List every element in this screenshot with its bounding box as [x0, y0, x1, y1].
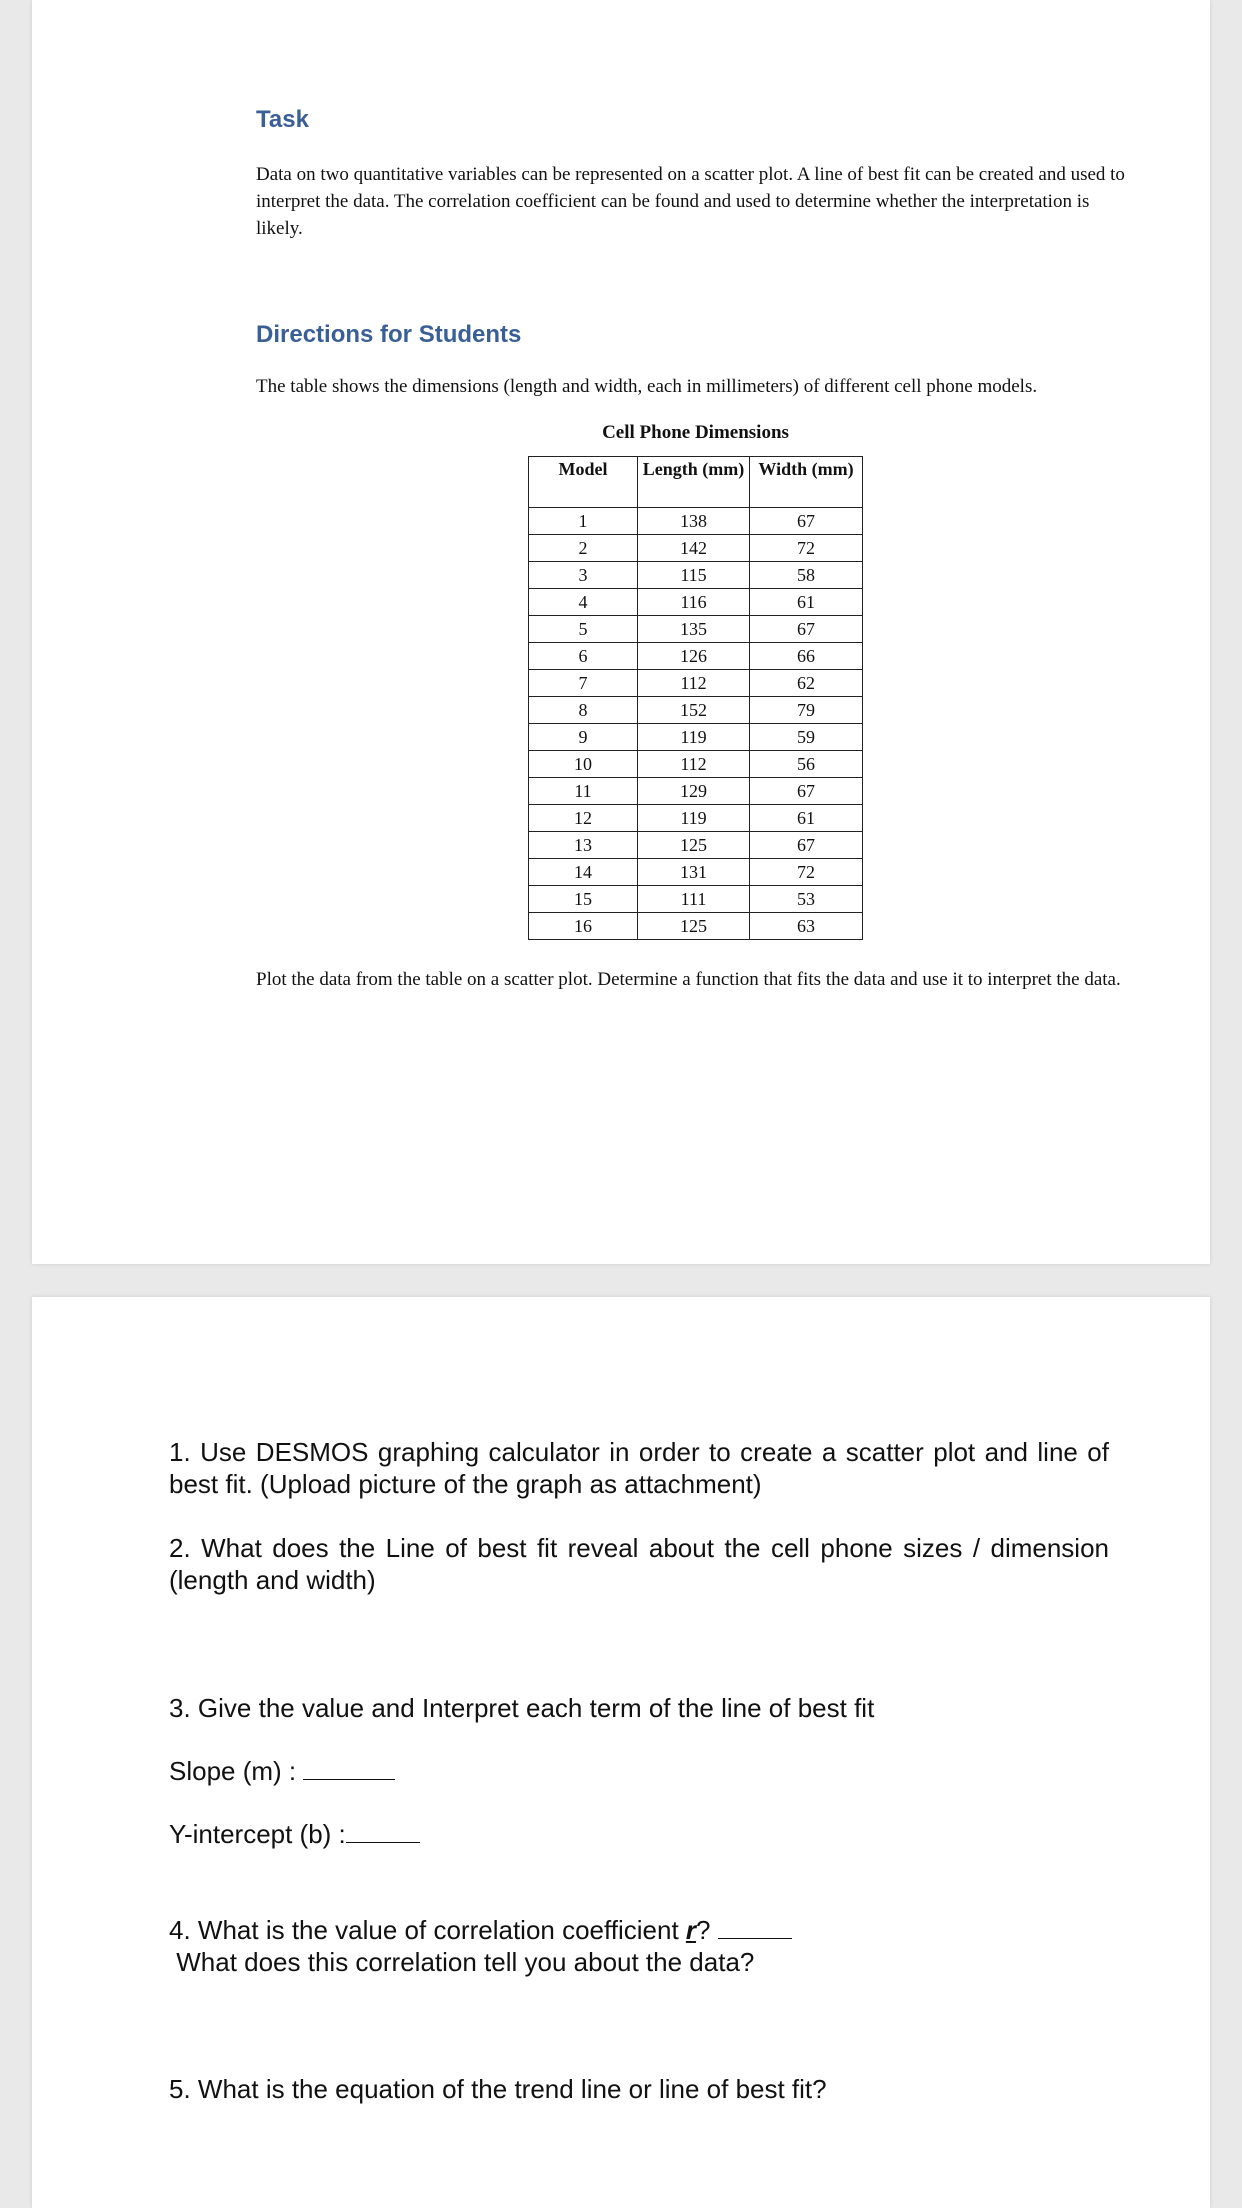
question-1: 1. Use DESMOS graphing calculator in order to create a scatter plot and line of best fit. (Upload picture of the graph as attachment) — [169, 1437, 1109, 1499]
cell-length: 115 — [638, 562, 750, 589]
cell-width: 72 — [750, 535, 863, 562]
intercept-line — [169, 1818, 1109, 1850]
table-row — [529, 670, 863, 697]
table-row — [529, 886, 863, 913]
question-4-followup: What does this correlation tell you about the data? — [176, 1947, 755, 1977]
slope-label: Slope (m) : — [169, 1756, 297, 1786]
correlation-answer-blank[interactable] — [718, 1914, 792, 1939]
cell-model: 11 — [529, 778, 638, 805]
table-header-row — [529, 457, 863, 508]
worksheet-page-2 — [32, 1297, 1210, 2208]
cell-model: 6 — [529, 643, 638, 670]
cell-length: 112 — [638, 751, 750, 778]
cell-model: 15 — [529, 886, 638, 913]
cell-length: 119 — [638, 805, 750, 832]
cell-width: 56 — [750, 751, 863, 778]
cell-length: 142 — [638, 535, 750, 562]
table-row — [529, 724, 863, 751]
cell-width: 72 — [750, 859, 863, 886]
cell-length: 129 — [638, 778, 750, 805]
slope-answer-blank[interactable] — [303, 1755, 395, 1780]
table-row — [529, 535, 863, 562]
cell-width: 61 — [750, 805, 863, 832]
cell-model: 14 — [529, 859, 638, 886]
cell-length: 152 — [638, 697, 750, 724]
cell-length: 125 — [638, 832, 750, 859]
cell-width: 67 — [750, 616, 863, 643]
cell-phone-dimensions-table — [528, 456, 863, 940]
task-heading: Task — [256, 106, 309, 133]
cell-model: 2 — [529, 535, 638, 562]
cell-length: 126 — [638, 643, 750, 670]
cell-length: 138 — [638, 508, 750, 535]
intercept-label: Y-intercept (b) : — [169, 1819, 346, 1849]
cell-model: 9 — [529, 724, 638, 751]
column-header-length: Length (mm) — [638, 457, 750, 508]
question-4 — [169, 1914, 1109, 1978]
cell-width: 67 — [750, 778, 863, 805]
table-row — [529, 643, 863, 670]
cell-width: 63 — [750, 913, 863, 940]
cell-width: 66 — [750, 643, 863, 670]
table-row — [529, 562, 863, 589]
question-4-mark: ? — [696, 1915, 711, 1945]
question-2: 2. What does the Line of best fit reveal about the cell phone sizes / dimension (length and width) — [169, 1533, 1109, 1595]
cell-width: 67 — [750, 832, 863, 859]
column-header-width: Width (mm) — [750, 457, 863, 508]
cell-width: 59 — [750, 724, 863, 751]
table-row — [529, 616, 863, 643]
table-title: Cell Phone Dimensions — [602, 422, 789, 443]
cell-length: 135 — [638, 616, 750, 643]
cell-model: 16 — [529, 913, 638, 940]
question-3: 3. Give the value and Interpret each term of the line of best fit — [169, 1693, 875, 1723]
cell-model: 5 — [529, 616, 638, 643]
cell-model: 12 — [529, 805, 638, 832]
correlation-r-symbol: r — [685, 1915, 697, 1945]
cell-width: 62 — [750, 670, 863, 697]
table-row — [529, 805, 863, 832]
cell-length: 119 — [638, 724, 750, 751]
table-row — [529, 913, 863, 940]
cell-width: 61 — [750, 589, 863, 616]
slope-line — [169, 1755, 1109, 1787]
cell-width: 79 — [750, 697, 863, 724]
cell-model: 13 — [529, 832, 638, 859]
task-paragraph: Data on two quantitative variables can be represented on a scatter plot. A line of best fit can be created and used to interpret the data. The correlation coefficient can be found and used to determine whether the interpretation is likely. — [256, 164, 1125, 239]
cell-length: 131 — [638, 859, 750, 886]
cell-model: 1 — [529, 508, 638, 535]
cell-model: 4 — [529, 589, 638, 616]
table-row — [529, 832, 863, 859]
cell-width: 67 — [750, 508, 863, 535]
cell-model: 3 — [529, 562, 638, 589]
table-row — [529, 778, 863, 805]
cell-length: 116 — [638, 589, 750, 616]
cell-model: 10 — [529, 751, 638, 778]
plot-instructions: Plot the data from the table on a scatter plot. Determine a function that fits the data and use it to interpret the data. — [256, 969, 1121, 990]
worksheet-page-1 — [32, 0, 1210, 1264]
table-row — [529, 697, 863, 724]
table-row — [529, 751, 863, 778]
column-header-model: Model — [529, 457, 638, 508]
cell-model: 8 — [529, 697, 638, 724]
cell-length: 111 — [638, 886, 750, 913]
cell-model: 7 — [529, 670, 638, 697]
directions-paragraph: The table shows the dimensions (length and width, each in millimeters) of different cell phone models. — [256, 376, 1038, 397]
cell-width: 53 — [750, 886, 863, 913]
intercept-answer-blank[interactable] — [346, 1818, 420, 1843]
table-row — [529, 589, 863, 616]
question-4-text: 4. What is the value of correlation coefficient — [169, 1915, 679, 1945]
cell-length: 125 — [638, 913, 750, 940]
table-row — [529, 508, 863, 535]
cell-width: 58 — [750, 562, 863, 589]
cell-length: 112 — [638, 670, 750, 697]
directions-heading: Directions for Students — [256, 321, 522, 348]
table-row — [529, 859, 863, 886]
question-5: 5. What is the equation of the trend line or line of best fit? — [169, 2074, 827, 2104]
